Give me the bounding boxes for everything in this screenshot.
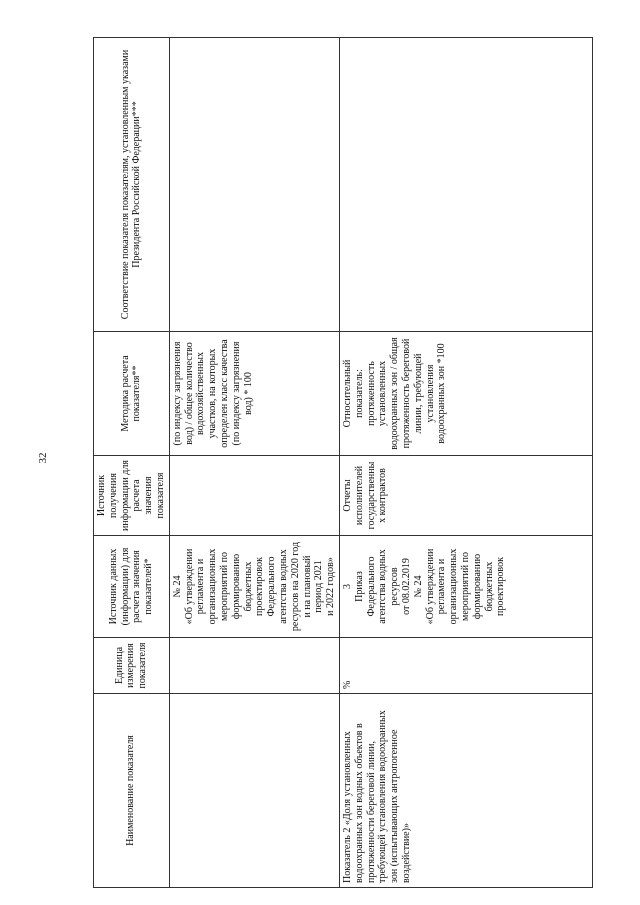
header-data-source: Источник данных (информации) для расчета значения показателей*: [94, 536, 170, 638]
header-compliance: Соответствие показателя показателям, установленным указами Президента Российской Федерации***: [94, 38, 170, 332]
table-header-row: [94, 38, 170, 888]
cell-name: [169, 694, 339, 888]
cell-name: Показатель 2 «Доля установленных водоохранных зон водных объектов в протяженности береговой линии, требующей установления водоохранных зон (испытывающих антропогенное воздействие)»: [339, 694, 592, 888]
cell-method: (по индексу загрязнения вод) / общее количество водохозяйственных участков, на которых определен класс качества (по индексу загрязнения вод) * 100: [169, 332, 339, 456]
header-method: Методика расчета показателя**: [94, 332, 170, 456]
header-unit: Единица измерения показателя: [94, 638, 170, 694]
rotated-table-container: [93, 38, 593, 888]
indicator-table: [93, 37, 593, 888]
cell-info-origin: [169, 456, 339, 536]
header-info-origin: Источник получения информации для расчета значения показателя: [94, 456, 170, 536]
cell-data-source: 3 Приказ Федерального агентства водных ресурсов от 08.02.2019 № 24 «Об утверждении регламента и организационных мероприятий по формированию бюджетных проектировок: [339, 536, 592, 638]
cell-unit: %: [339, 638, 592, 694]
cell-compliance: [339, 38, 592, 332]
cell-data-source: № 24 «Об утверждении регламента и организационных мероприятий по формированию бюджетных проектировок Федерального агентства водных ресурсов на 2020 год и на плановый период 2021 и 2022 годов»: [169, 536, 339, 638]
cell-info-origin: Отчеты исполнителей государственных контрактов: [339, 456, 592, 536]
cell-unit: [169, 638, 339, 694]
table-row: [169, 38, 339, 888]
cell-method: Относительный показатель: протяженность установленных водоохранных зон / общая протяженность береговой линии, требующей установления водоохранных зон *100: [339, 332, 592, 456]
header-indicator-name: Наименование показателя: [94, 694, 170, 888]
cell-compliance: [169, 38, 339, 332]
table-row: [339, 38, 592, 888]
page-number: 32: [37, 452, 49, 464]
